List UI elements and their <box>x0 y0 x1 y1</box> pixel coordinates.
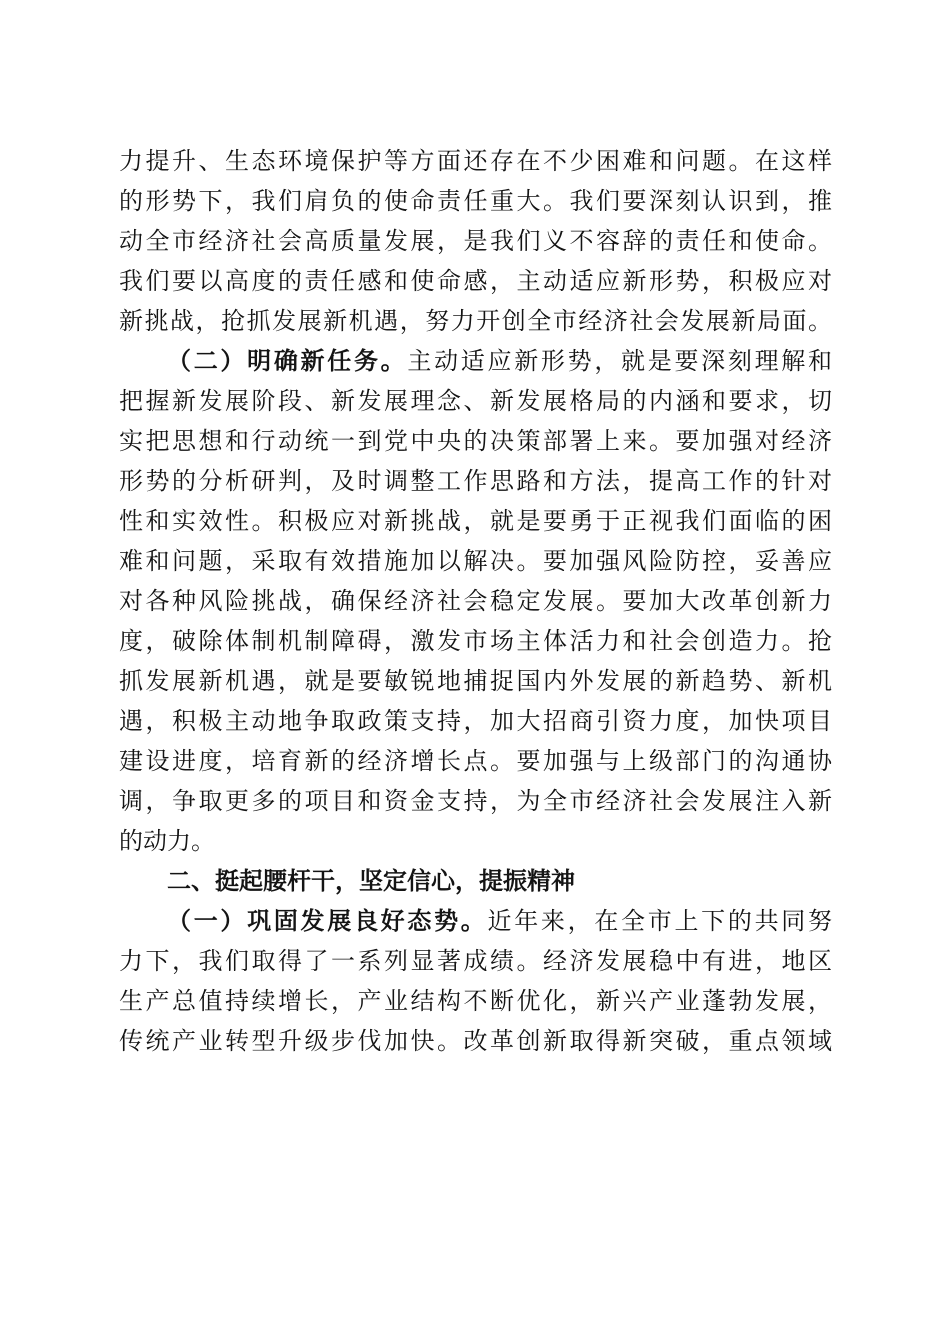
text-line: 形势的分析研判，及时调整工作思路和方法，提高工作的针对 <box>119 467 832 495</box>
text-line: 的形势下，我们肩负的使命责任重大。我们要深刻认识到，推 <box>119 187 832 215</box>
paragraph-continued <box>119 141 832 341</box>
paragraph-development-trend <box>119 901 832 1061</box>
text-line: 力下，我们取得了一系列显著成绩。经济发展稳中有进，地区 <box>119 947 832 975</box>
text-line: 的动力。 <box>119 827 215 855</box>
text-line: 难和问题，采取有效措施加以解决。要加强风险防控，妥善应 <box>119 547 832 575</box>
text-line: 实把思想和行动统一到党中央的决策部署上来。要加强对经济 <box>119 427 832 455</box>
paragraph-text: 主动适应新形势，就是要深刻理解和 <box>407 347 832 375</box>
text-line <box>119 901 832 941</box>
text-line: 性和实效性。积极应对新挑战，就是要勇于正视我们面临的困 <box>119 507 832 535</box>
section-heading: 二、挺起腰杆干，坚定信心，提振精神 <box>167 867 575 895</box>
text-line: 调，争取更多的项目和资金支持，为全市经济社会发展注入新 <box>119 787 832 815</box>
text-line: 我们要以高度的责任感和使命感，主动适应新形势，积极应对 <box>119 267 832 295</box>
text-line: 力提升、生态环境保护等方面还存在不少困难和问题。在这样 <box>119 147 832 175</box>
text-line: 度，破除体制机制障碍，激发市场主体活力和社会创造力。抢 <box>119 627 832 655</box>
text-line: 生产总值持续增长，产业结构不断优化，新兴产业蓬勃发展， <box>119 987 832 1015</box>
text-line: 抓发展新机遇，就是要敏锐地捕捉国内外发展的新趋势、新机 <box>119 667 832 695</box>
text-line: 传统产业转型升级步伐加快。改革创新取得新突破，重点领域 <box>119 1027 832 1055</box>
paragraph-new-tasks <box>119 341 832 861</box>
text-line: 动全市经济社会高质量发展，是我们义不容辞的责任和使命。 <box>119 227 832 255</box>
text-line: 对各种风险挑战，确保经济社会稳定发展。要加大改革创新力 <box>119 587 832 615</box>
text-line: 把握新发展阶段、新发展理念、新发展格局的内涵和要求，切 <box>119 387 832 415</box>
text-line <box>119 341 832 381</box>
text-line: 遇，积极主动地争取政策支持，加大招商引资力度，加快项目 <box>119 707 832 735</box>
text-line: 新挑战，抢抓发展新机遇，努力开创全市经济社会发展新局面。 <box>119 307 832 335</box>
paragraph-text: 近年来，在全市上下的共同努 <box>487 907 832 935</box>
paragraph-heading: （一）巩固发展良好态势。 <box>167 907 488 935</box>
paragraph-heading: （二）明确新任务。 <box>167 347 408 375</box>
text-line: 建设进度，培育新的经济增长点。要加强与上级部门的沟通协 <box>119 747 832 775</box>
document-body <box>119 141 832 1061</box>
